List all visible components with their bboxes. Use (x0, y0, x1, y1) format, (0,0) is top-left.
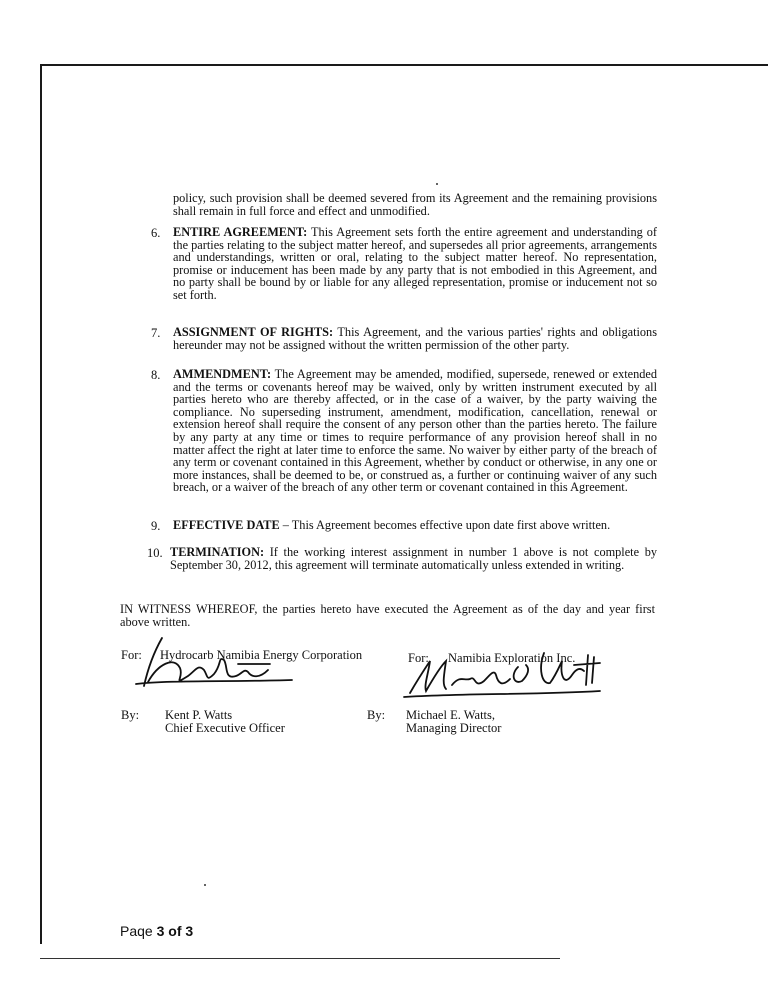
left-signer-name: Kent P. Watts (165, 708, 233, 722)
section-number: 6. (151, 226, 161, 240)
right-signer-name: Michael E. Watts, (406, 708, 496, 722)
section-number: 9. (151, 519, 161, 533)
section-entire-agreement (173, 226, 657, 302)
scan-speck (436, 183, 438, 185)
witness-clause: IN WITNESS WHEREOF, the parties hereto have executed the Agreement as of the day and year first above written. (120, 602, 655, 629)
footer-prefix: Paqe (120, 923, 153, 939)
right-signer-title: Managing Director (406, 721, 502, 735)
section-title: AMMENDMENT: (173, 367, 272, 381)
section-title: EFFECTIVE DATE (173, 518, 280, 532)
right-by-label: By: (367, 708, 386, 722)
section-number: 7. (151, 326, 161, 340)
page-number-footer (120, 923, 193, 939)
section-title: ENTIRE AGREEMENT: (173, 225, 308, 239)
bottom-rule-line (40, 958, 560, 959)
footer-of: of (168, 923, 182, 939)
section-text: If the working interest assignment in number 1 above is not complete by September 30, 2012, this agreement will terminate automatically unless extended in writing. (170, 545, 657, 572)
right-for-label: For: (408, 651, 429, 665)
left-by-label: By: (121, 708, 140, 722)
left-company: Hydrocarb Namibia Energy Corporation (160, 648, 363, 662)
section-text: The Agreement may be amended, modified, supersede, renewed or extended and the terms or covenants hereof may be waived, only by written instrument executed by all parties hereto who are thereby affected, or in the case of a waiver, by the party waiving the compliance. No superseding instrument, amendment, modification, cancellation, renewal or extension hereof shall require the consent of any person other than the parties hereto. The failure by any party at any time or times to require performance of any provision hereof shall in no matter affect the right at later time to enforce the same. No waiver by either party of the breach of any term or covenant contained in this Agreement, whether by conduct or otherwise, in any one or more instances, shall be deemed to be, or construed as, a further or continuing waiver of any such breach, or a waiver of the breach of any other term or covenant contained in this Agreement. (173, 367, 657, 495)
left-for-label: For: (121, 648, 142, 662)
footer-total: 3 (185, 923, 194, 939)
continuation-paragraph: policy, such provision shall be deemed severed from its Agreement and the remaining provisions shall remain in full force and effect and unmodified. (173, 191, 657, 218)
left-handwritten-signature (118, 634, 308, 694)
section-effective-date (173, 519, 657, 532)
section-text: – This Agreement becomes effective upon date first above written. (282, 518, 611, 532)
section-text: This Agreement, and the various parties' rights and obligations hereunder may not be assigned without the written permission of the other party. (173, 325, 657, 352)
section-number: 8. (151, 368, 161, 382)
left-signer-title: Chief Executive Officer (165, 721, 285, 735)
section-termination (170, 546, 657, 571)
right-handwritten-signature (404, 645, 604, 705)
section-ammendment (173, 368, 657, 494)
section-title: ASSIGNMENT OF RIGHTS: (173, 325, 334, 339)
top-border-line (40, 64, 768, 66)
section-text: This Agreement sets forth the entire agreement and understanding of the parties relating to the subject matter hereof, and supersedes all prior agreements, arrangements and understandings, written or oral, relating to the subject matter hereof. No representation, promise or inducement has been made by any party that is not embodied in this Agreement, and no party shall be bound by or liable for any alleged representation, promise or inducement not so set forth. (173, 225, 657, 302)
section-title: TERMINATION: (170, 545, 265, 559)
left-border-line (40, 64, 42, 944)
section-number: 10. (147, 546, 163, 560)
section-assignment-of-rights (173, 326, 657, 351)
footer-page: 3 (156, 923, 165, 939)
right-company: Namibia Exploration Inc. (448, 651, 576, 665)
scan-speck (204, 884, 206, 886)
